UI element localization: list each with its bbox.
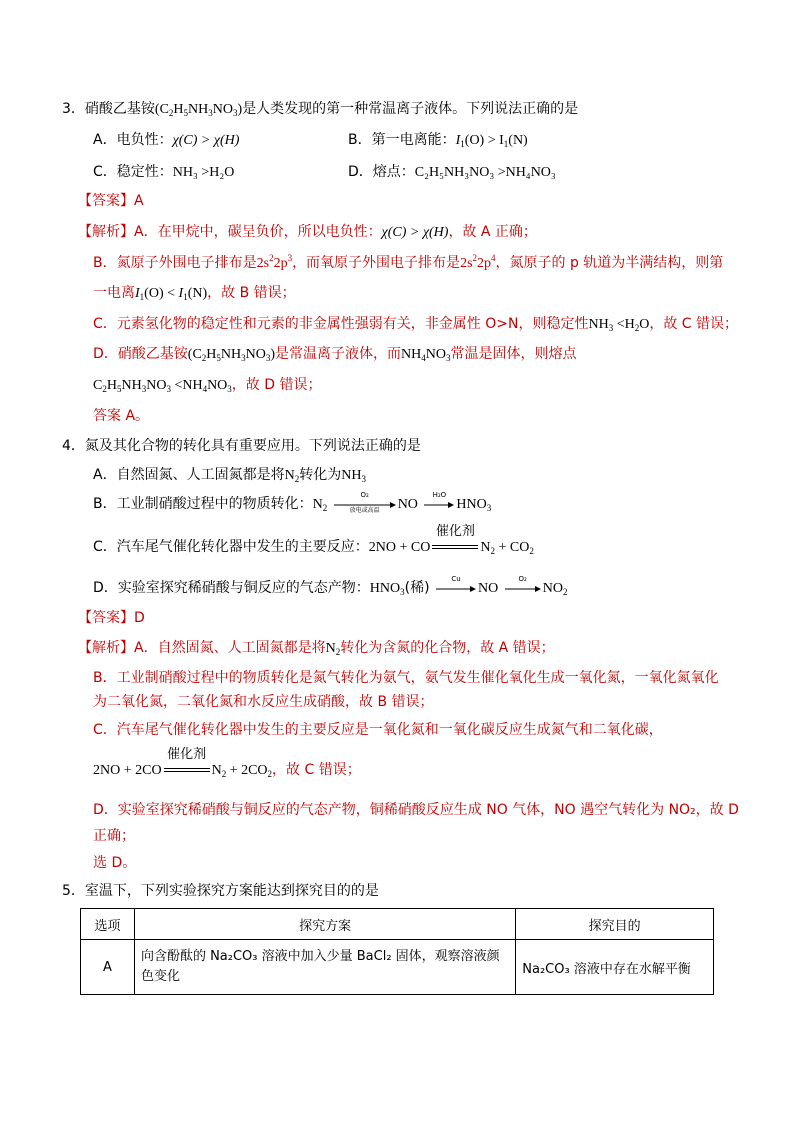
arrow-icon	[505, 586, 541, 592]
q4-b-arrow1-bot: 放电或高温	[349, 507, 380, 514]
q5-header-option: 选项	[81, 909, 135, 940]
q3-answer-value: A	[134, 193, 144, 209]
q4-d-arrow1-top: Cu	[451, 575, 461, 583]
q3-option-c-expr: NH₃ >H₂O	[172, 165, 235, 180]
q4-c-catalyst: 催化剂	[435, 524, 475, 539]
q4-an-a-n2: $N_2$	[325, 641, 341, 657]
q3-stem-formula: $(C_2H_5NH_3NO_3)$	[154, 102, 243, 118]
q5-row-plan-line1: 向含酚酞的 Na₂CO₃ 溶液中加入少量 BaCl₂ 固体，观察溶液颜	[140, 949, 500, 964]
q3-c-expr: $NH_3 <H_2O$	[588, 317, 650, 333]
q3-c-tail: ，故 C 错误；	[649, 316, 739, 332]
q3-analysis-a-expr: χ(C) > χ(H)	[381, 225, 449, 240]
q4-option-b	[93, 491, 492, 515]
q3-b-tail: ，氮原子的 p 轨道为半满结构，则第	[495, 255, 724, 271]
q4-a-text: A．自然固氮、人工固氮都是将	[93, 467, 285, 483]
q3-answer-label: 【答案】	[78, 193, 134, 209]
q4-a-mid: 转化为	[299, 467, 342, 483]
q5-table-header-row	[81, 909, 714, 940]
q3-d2-expr: $C_2H_5NH_3NO_3 <NH_4NO_3$	[93, 378, 232, 394]
q3-b-head: B．氮原子外围电子排布是	[93, 255, 257, 271]
q3-d-mid: 是常温离子液体，而	[275, 346, 402, 362]
q4-analysis-b-line2: 为二氧化氮，二氧化氮和水反应生成硝酸，故 B 错误；	[93, 694, 434, 710]
q4-a-nh3: $NH_3$	[341, 468, 366, 484]
q3-option-b-expr: $I_1(O) > I_1(N)$	[455, 133, 528, 149]
q4-d-arrow1	[436, 575, 476, 595]
q3-stem-text: 3．硝酸乙基铵	[62, 101, 155, 117]
q4-a-n2: $N_2$	[284, 468, 300, 484]
q3-stem	[62, 99, 578, 120]
q4-analysis-c-line2	[93, 747, 361, 781]
q4-c2-left: 2NO + 2CO	[93, 763, 162, 778]
q3-analysis-d-line2	[93, 375, 321, 396]
table-row	[81, 940, 714, 995]
q3-option-a	[93, 130, 239, 151]
q3-b2-head: 一电离	[93, 285, 135, 301]
q4-answer	[78, 608, 145, 628]
q3-b-i1: I	[455, 133, 461, 148]
q4-c-equals	[432, 524, 478, 554]
q3-option-d-expr: C₂H₅NH₃NO₃ >NH₄NO₃	[414, 165, 556, 180]
q3-d2-tail: ，故 D 错误；	[231, 377, 322, 393]
q5-header-goal: 探究目的	[516, 909, 714, 940]
q3-analysis-a-tail: ，故 A 正确；	[448, 224, 537, 240]
q4-b-no: NO	[397, 497, 418, 512]
q4-answer-label: 【答案】	[78, 610, 134, 626]
q3-option-a-expr: χ(C) > χ(H)	[172, 133, 240, 148]
q3-b-mid-text: ，而氧原子外围电子排布是	[292, 255, 461, 271]
q5-stem: 5．室温下，下列实验探究方案能达到探究目的的是	[62, 883, 379, 899]
q3-b2-tail: ，故 B 错误；	[207, 285, 296, 301]
q4-d-arrow2	[505, 575, 541, 595]
q4-option-d	[93, 575, 568, 599]
q4-analysis-d-line2: 正确；	[93, 828, 135, 844]
q4-c2-tail: ，故 C 错误；	[272, 762, 361, 778]
q4-option-c	[93, 524, 534, 558]
q4-an-a-head: A．自然固氮、人工固氮都是将	[134, 640, 326, 656]
q4-analysis-a	[78, 638, 555, 659]
q4-b-hno3: $HNO_3$	[456, 497, 492, 513]
q4-d-no2: $NO_2$	[542, 581, 568, 597]
q3-d-formula2: $NH_4NO_3$	[401, 347, 451, 363]
q3-option-c	[93, 162, 234, 183]
q4-analysis-c-line1: C．汽车尾气催化转化器中发生的主要反应是一氧化氮和一氧化碳反应生成氮气和二氧化碳，	[93, 722, 663, 738]
q3-option-d-label: D．熔点：	[348, 164, 415, 180]
q3-analysis-b-line1	[93, 253, 723, 274]
q4-b-arrow1-top: O₂	[360, 491, 369, 499]
q4-d-no: NO	[478, 581, 499, 596]
q4-c-right: $N_2 + CO_2$	[480, 540, 534, 556]
q3-stem-tail: 是人类发现的第一种常温离子液体。下列说法正确的是	[242, 101, 579, 117]
q3-b-end: (N)	[508, 133, 528, 148]
q4-analysis-b-line1: B．工业制硝酸过程中的物质转化是氮气转化为氨气，氨气发生催化氧化生成一氧化氮，一氧化氮氧化	[93, 670, 719, 686]
q3-analysis-a	[78, 222, 537, 243]
q3-final: 答案 A。	[93, 408, 150, 424]
q3-d-tail: 常温是固体，则熔点	[450, 346, 577, 362]
q3-analysis-b-line2	[93, 283, 296, 304]
q4-d-hno3: $HNO_3$	[369, 581, 405, 597]
q3-c-text: C．元素氢化物的稳定性和元素的非金属性强弱有关，非金属性 O>N，则稳定性	[93, 316, 589, 332]
q4-b-n2: $N_2$	[312, 497, 328, 513]
q3-b2-expr: $I_1(O) < I_1(N)$	[135, 286, 208, 302]
arrow-icon	[436, 586, 476, 592]
q3-analysis-label: 【解析】	[78, 224, 134, 240]
q3-option-c-label: C．稳定性：	[93, 164, 173, 180]
q4-c-left: 2NO + CO	[368, 540, 431, 555]
q4-c2-equals	[164, 747, 210, 777]
q5-row-option: A	[81, 940, 135, 995]
q4-b-arrow2	[424, 491, 454, 511]
q5-table	[80, 908, 714, 995]
q3-analysis-a-text: A．在甲烷中，碳呈负价，所以电负性：	[134, 224, 382, 240]
q4-an-a-tail: 转化为含氮的化合物，故 A 错误；	[340, 640, 555, 656]
q3-option-a-label: A．电负性：	[93, 132, 173, 148]
q3-d-head: D．硝酸乙基铵	[93, 346, 188, 362]
q3-option-b	[348, 130, 528, 151]
q3-b-mid: (O) > I	[464, 133, 504, 148]
q4-d-text: D．实验室探究稀硝酸与铜反应的气态产物：	[93, 580, 370, 596]
q3-option-b-label: B．第一电离能：	[348, 132, 456, 148]
q5-header-plan: 探究方案	[134, 909, 515, 940]
q4-answer-value: D	[134, 610, 145, 626]
q4-c2-right: $N_2 + 2CO_2$	[211, 763, 273, 779]
q4-b-arrow1	[334, 491, 396, 514]
q4-d-arrow2-top: O₂	[518, 575, 527, 583]
q4-stem: 4．氮及其化合物的转化具有重要应用。下列说法正确的是	[62, 438, 421, 454]
q3-b-config2: $2s^22p^4$	[460, 253, 496, 271]
q4-b-arrow2-top: H₂O	[432, 491, 447, 499]
q5-row-plan	[134, 940, 515, 995]
q5-row-goal: Na₂CO₃ 溶液中存在水解平衡	[516, 940, 714, 995]
q3-analysis-c	[93, 314, 738, 335]
arrow-icon	[424, 502, 454, 508]
q4-c2-catalyst: 催化剂	[167, 747, 207, 762]
q4-c-text: C．汽车尾气催化转化器中发生的主要反应：	[93, 539, 369, 555]
q4-analysis-label: 【解析】	[78, 640, 134, 656]
q3-option-d	[348, 162, 556, 183]
q4-d-dilute: (稀)	[404, 580, 430, 596]
q4-option-a	[93, 465, 366, 486]
q3-b-config1: $2s^22p^3$	[256, 253, 293, 271]
q4-analysis-d-line1: D．实验室探究稀硝酸与铜反应的气态产物，铜稀硝酸反应生成 NO 气体，NO 遇空气转化为 NO₂，故 D	[93, 802, 739, 818]
q3-d-formula1: $(C_2H_5NH_3NO_3)$	[187, 347, 276, 363]
q4-b-text: B．工业制硝酸过程中的物质转化：	[93, 496, 313, 512]
q3-answer	[78, 191, 144, 211]
q4-final: 选 D。	[93, 855, 137, 871]
q5-row-plan-line2: 色变化	[140, 969, 180, 984]
q3-analysis-d-line1	[93, 344, 577, 365]
